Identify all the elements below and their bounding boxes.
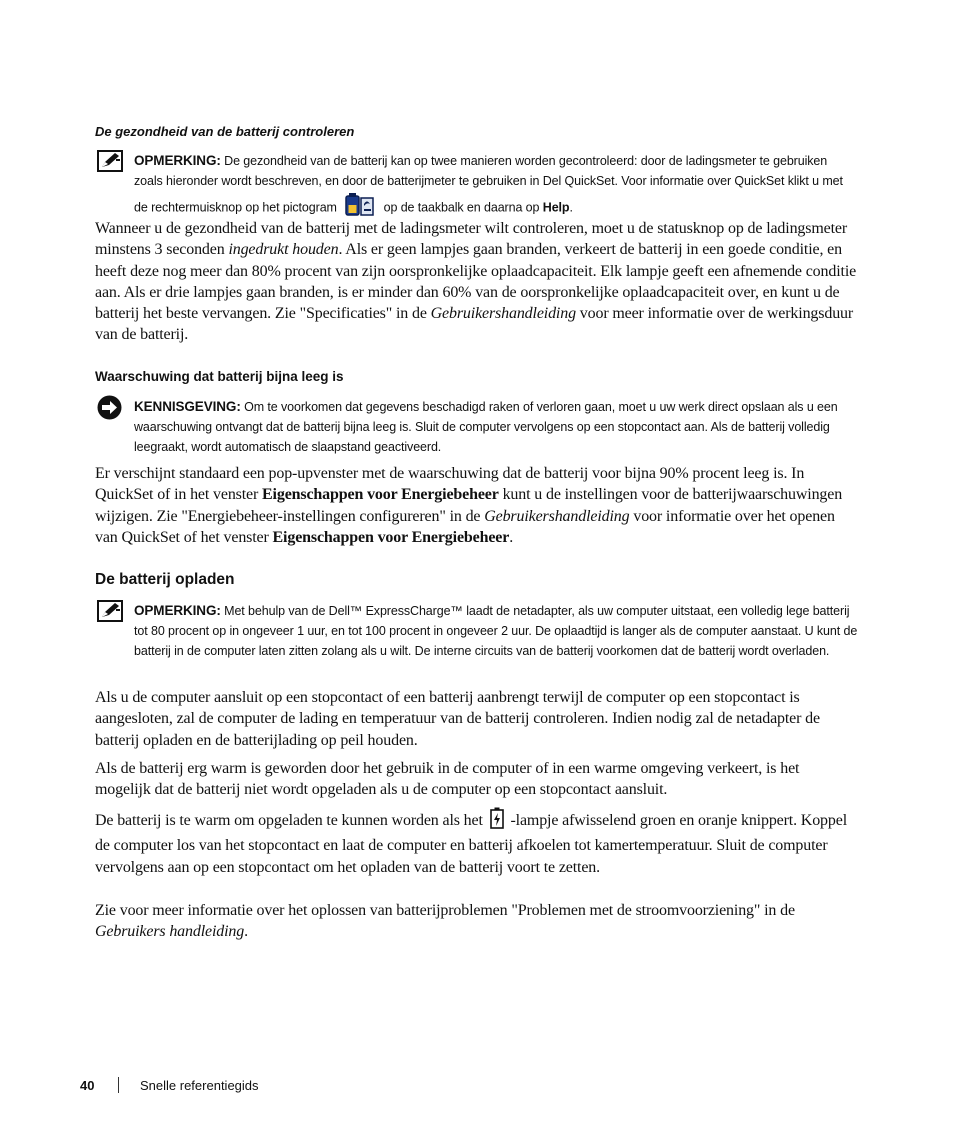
para1-text-b: . Als er geen lampjes gaan branden, verkeert de batterij in een goede conditie, en heeft deze nog meer dan 80% procent van zijn oorspronkelijke oplaadcapaciteit. Elk lampje geeft een afnemende conditie aan. Als er drie lampjes gaan branden, is er minder dan 60% van de oorspronkelijke oplaadcapaciteit over, en kunt u de batterij het beste vervangen. Zie "Specificaties" in de — [95, 241, 857, 323]
para2-italic-1: Gebruikershandleiding — [484, 507, 630, 525]
footer-separator — [118, 1077, 119, 1093]
paragraph-charging — [95, 687, 857, 751]
help-label: Help — [542, 200, 570, 215]
pencil-note-icon — [97, 150, 123, 172]
para6-text-a: Zie voor meer informatie over het oplossen van batterijproblemen "Problemen met de stroomvoorziening" in de — [95, 902, 795, 919]
para6-italic-1: Gebruikers handleiding — [95, 923, 245, 941]
pencil-note-icon — [97, 600, 123, 622]
battery-status-icon — [487, 807, 507, 835]
note-text-a: De gezondheid van de batterij kan op twee manieren worden gecontroleerd: door de ladingsmeter te gebruiken zoals hieronder wordt beschreven, en door de batterijmeter te gebruiken in Del QuickSet. Voor informatie over QuickSet klikt u met de rechtermuisknop op het pictogram — [134, 154, 843, 215]
note-text-end: . — [569, 200, 573, 215]
section-heading-charging: De batterij opladen — [95, 571, 235, 588]
note-battery-health — [134, 151, 858, 224]
para1-italic-2: Gebruikershandleiding — [430, 305, 576, 323]
note-label: OPMERKING: — [134, 603, 221, 618]
para3-text: Als u de computer aansluit op een stopcontact of een batterij aanbrengt terwijl de computer op een stopcontact is aangesloten, zal de computer de lading en temperatuur van de batterij controleren. Indien nodig zal de netadapter de batterij opladen en de batterijlading op peil houden. — [95, 689, 820, 749]
footer-title: Snelle referentiegids — [140, 1078, 259, 1093]
para1-text-a: Wanneer u de gezondheid van de batterij met de ladingsmeter wilt controleren, moet u de statusknop op de ladingsmeter minstens 3 seconden — [95, 220, 848, 259]
notice-text: Om te voorkomen dat gegevens beschadigd raken of verloren gaan, moet u uw werk direct opslaan als u een waarschuwing ontvangt dat de batterij bijna leeg is. Sluit de computer vervolgens op een stopcontact aan. Als de batterij volledig leegraakt, wordt automatisch de slaapstand geactiveerd. — [134, 400, 838, 454]
paragraph-troubleshooting — [95, 900, 857, 943]
para2-text-b: kunt u de instellingen voor de batterijwaarschuwingen wijzigen. Zie "Energiebeheer-instellingen configureren" in de — [95, 486, 843, 525]
para2-text-c: voor informatie over het openen van QuickSet of het venster — [95, 507, 835, 546]
section-heading-battery-health: De gezondheid van de batterij controleren — [95, 124, 355, 139]
notice-arrow-icon — [97, 395, 122, 420]
note-label: OPMERKING: — [134, 153, 221, 168]
para2-text-d: . — [509, 528, 514, 546]
para5-text-b: -lampje afwisselend groen en oranje knippert. Koppel de computer los van het stopcontact en laat de computer en batterij afkoelen tot kamertemperatuur. Sluit de computer vervolgens aan op een stopcontact om het opladen van de batterij voort te zetten. — [95, 811, 848, 876]
para6-text-b: . — [244, 923, 248, 941]
para1-italic-1: ingedrukt houden — [228, 241, 339, 259]
notice-low-battery — [134, 397, 858, 457]
para2-bold-2: Eigenschappen voor Energiebeheer — [272, 528, 510, 546]
note-text-b: op de taakbalk en daarna op — [383, 200, 540, 215]
notice-label: KENNISGEVING: — [134, 399, 241, 414]
paragraph-health-check — [95, 218, 857, 346]
para1-text-c: voor meer informatie over de werkingsduur van de batterij. — [95, 305, 854, 344]
para2-text-a: Er verschijnt standaard een pop-upvenster met de waarschuwing dat de batterij voor bijna 90% procent leeg is. In QuickSet of in het venster — [95, 465, 805, 504]
para4-text: Als de batterij erg warm is geworden door het gebruik in de computer of in een warme omgeving verkeert, is het mogelijk dat de batterij niet wordt opgeladen als u de computer op een stopcontact aansluit. — [95, 760, 800, 799]
paragraph-overheat — [95, 807, 857, 878]
page-number: 40 — [80, 1078, 95, 1093]
note-expresscharge — [134, 601, 858, 661]
paragraph-low-battery — [95, 463, 857, 548]
note-text: Met behulp van de Dell™ ExpressCharge™ laadt de netadapter, als uw computer uitstaat, een volledig lege batterij tot 80 procent op in ongeveer 1 uur, en tot 100 procent in ongeveer 2 uur. De oplaadtijd is langer als de computer aanstaat. U kunt de batterij in de computer laten zitten zolang als u wilt. De interne circuits van de batterij voorkomen dat de batterij wordt overladen. — [134, 604, 858, 658]
paragraph-too-warm — [95, 758, 857, 801]
section-heading-low-battery: Waarschuwing dat batterij bijna leeg is — [95, 369, 344, 384]
para5-text-a: De batterij is te warm om opgeladen te kunnen worden als het — [95, 811, 487, 829]
para2-bold-1: Eigenschappen voor Energiebeheer — [262, 486, 499, 504]
